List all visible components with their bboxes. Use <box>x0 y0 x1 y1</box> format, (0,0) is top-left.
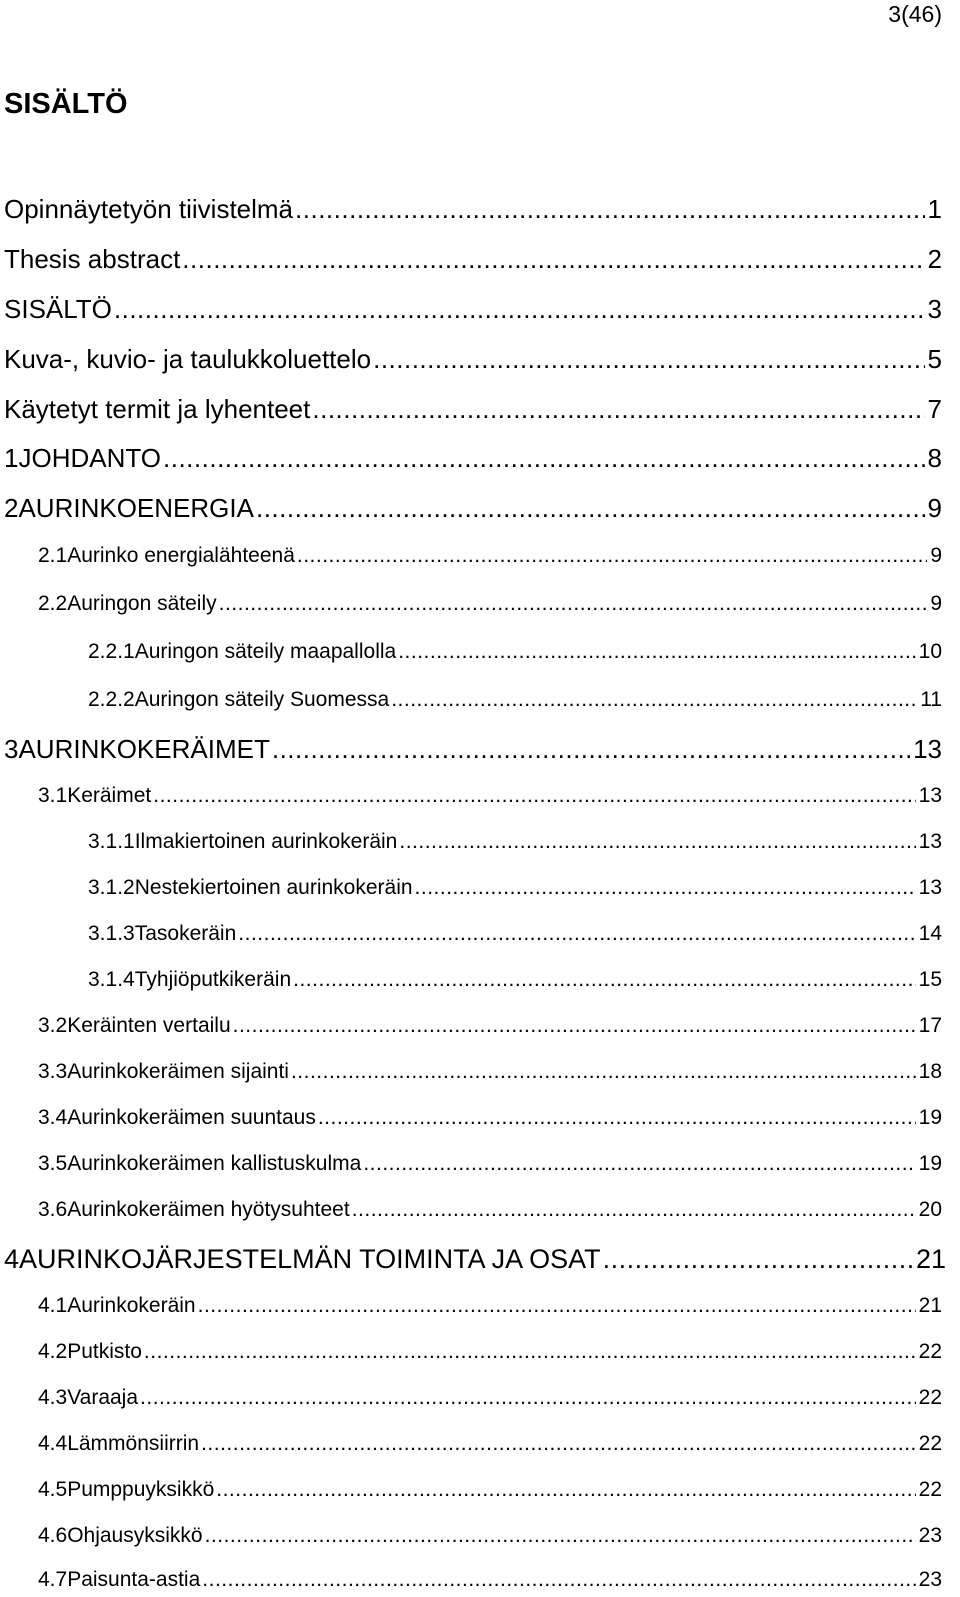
toc-entry-title: Tyhjiöputkikeräin <box>134 968 292 991</box>
toc-entry-title: Tasokeräin <box>134 922 237 945</box>
toc-entry[interactable] <box>0 1566 960 1594</box>
toc-leader <box>198 1292 916 1320</box>
toc-entry-page: 13 <box>918 784 942 807</box>
toc-entry[interactable] <box>0 782 960 810</box>
toc-leader <box>272 732 910 766</box>
toc-entry-number: 3.4 <box>38 1106 68 1129</box>
toc-entry[interactable] <box>0 732 960 766</box>
toc-entry-page: 19 <box>918 1152 942 1175</box>
toc-entry[interactable] <box>0 1058 960 1086</box>
toc-entry-page: 9 <box>927 493 942 523</box>
toc-entry[interactable] <box>0 1476 960 1504</box>
toc-entry-page: 8 <box>927 443 942 473</box>
toc-entry-title: Keräimet <box>67 784 152 807</box>
toc-entry-page: 7 <box>927 394 942 424</box>
toc-entry-number: 2.2.2 <box>88 688 135 711</box>
toc-entry[interactable] <box>0 590 960 618</box>
toc-entry-title: SISÄLTÖ <box>4 294 112 324</box>
toc-entry-number: 3.6 <box>38 1198 68 1221</box>
toc-entry-title: Paisunta-astia <box>67 1568 201 1591</box>
toc-entry-page: 23 <box>918 1524 942 1547</box>
toc-leader <box>238 920 915 948</box>
toc-entry[interactable] <box>0 686 960 714</box>
toc-entry[interactable] <box>0 1384 960 1412</box>
toc-entry-page: 3 <box>927 294 942 324</box>
toc-leader <box>256 491 925 525</box>
toc-leader <box>201 1430 916 1458</box>
toc-entry-page: 22 <box>918 1478 942 1501</box>
toc-entry[interactable] <box>0 1292 960 1320</box>
toc-entry-title: Putkisto <box>67 1340 142 1363</box>
toc-entry-title: Nestekiertoinen aurinkokeräin <box>134 876 413 899</box>
toc-entry-title: AURINKOJÄRJESTELMÄN TOIMINTA JA OSAT <box>19 1244 601 1274</box>
toc-entry-title: JOHDANTO <box>18 443 161 473</box>
toc-leader <box>153 782 915 810</box>
toc-entry-page: 19 <box>918 1106 942 1129</box>
toc-entry-number: 3.1.1 <box>88 830 135 853</box>
toc-entry-title: Aurinkokeräimen sijainti <box>67 1060 289 1083</box>
toc-entry-page: 15 <box>918 968 942 991</box>
toc-entry[interactable] <box>0 192 960 226</box>
toc-leader <box>398 638 915 666</box>
toc-entry-title: AURINKOKERÄIMET <box>18 734 270 764</box>
toc-entry[interactable] <box>0 1150 960 1178</box>
toc-entry-number: 2.2 <box>38 592 68 615</box>
toc-entry-page: 17 <box>918 1014 942 1037</box>
toc-entry[interactable] <box>0 491 960 525</box>
toc-leader <box>182 242 924 276</box>
toc-entry-title: Pumppuyksikkö <box>67 1478 215 1501</box>
toc-entry-title: Aurinkokeräimen hyötysuhteet <box>67 1198 350 1221</box>
toc-leader <box>293 966 916 994</box>
toc-leader <box>363 1150 915 1178</box>
toc-entry-title: Opinnäytetyön tiivistelmä <box>4 194 294 224</box>
toc-leader <box>312 392 924 426</box>
toc-entry[interactable] <box>0 1012 960 1040</box>
toc-leader <box>205 1522 916 1550</box>
toc-entry-page: 22 <box>918 1340 942 1363</box>
toc-entry-number: 3.1.3 <box>88 922 135 945</box>
toc-entry-number: 3.2 <box>38 1014 68 1037</box>
toc-entry-title: Ohjausyksikkö <box>67 1524 203 1547</box>
toc-entry-title: Keräinten vertailu <box>67 1014 231 1037</box>
toc-entry-number: 4.6 <box>38 1524 68 1547</box>
toc-entry[interactable] <box>0 828 960 856</box>
toc-entry[interactable] <box>0 966 960 994</box>
toc-entry-number: 2.2.1 <box>88 640 135 663</box>
toc-leader <box>373 342 924 376</box>
toc-entry-number: 3.1.2 <box>88 876 135 899</box>
toc-entry-number: 4.7 <box>38 1568 68 1591</box>
toc-entry-title: Lämmönsiirrin <box>67 1432 200 1455</box>
toc-entry-title: Auringon säteily <box>67 592 217 615</box>
toc-entry-page: 13 <box>918 830 942 853</box>
toc-entry-page: 22 <box>918 1432 942 1455</box>
toc-entry-number: 4 <box>4 1244 20 1274</box>
toc-leader <box>114 292 925 326</box>
toc-entry[interactable] <box>0 1430 960 1458</box>
toc-leader <box>391 686 917 714</box>
toc-entry[interactable] <box>0 1242 960 1276</box>
toc-entry-page: 21 <box>918 1294 942 1317</box>
toc-entry-number: 3.1 <box>38 784 68 807</box>
toc-leader <box>233 1012 916 1040</box>
toc-entry-number: 4.4 <box>38 1432 68 1455</box>
toc-leader <box>415 874 916 902</box>
toc-entry[interactable] <box>0 292 960 326</box>
toc-entry-title: Aurinkokeräimen suuntaus <box>67 1106 316 1129</box>
toc-entry[interactable] <box>0 874 960 902</box>
toc-leader <box>140 1384 916 1412</box>
toc-entry-title: Auringon säteily maapallolla <box>134 640 397 663</box>
toc-entry-number: 4.3 <box>38 1386 68 1409</box>
toc-entry[interactable] <box>0 1522 960 1550</box>
toc-leader <box>295 192 925 226</box>
toc-leader <box>219 590 928 618</box>
toc-entry-page: 11 <box>920 688 942 711</box>
toc-leader <box>163 441 925 475</box>
toc-entry-title: Varaaja <box>67 1386 139 1409</box>
toc-entry-number: 1 <box>4 443 19 473</box>
toc-leader <box>297 542 927 570</box>
toc-leader <box>216 1476 915 1504</box>
toc-entry-page: 18 <box>918 1060 942 1083</box>
toc-entry-page: 14 <box>918 922 942 945</box>
toc-entry-title: Käytetyt termit ja lyhenteet <box>4 394 311 424</box>
toc-entry-number: 3.1.4 <box>88 968 135 991</box>
toc-entry-number: 2 <box>4 493 19 523</box>
toc-entry-number: 4.2 <box>38 1340 68 1363</box>
toc-entry[interactable] <box>0 392 960 426</box>
toc-entry-page: 13 <box>918 876 942 899</box>
toc-leader <box>202 1566 915 1594</box>
toc-leader <box>318 1104 916 1132</box>
toc-entry-number: 2.1 <box>38 544 68 567</box>
toc-entry[interactable] <box>0 1196 960 1224</box>
toc-entry-number: 4.1 <box>38 1294 68 1317</box>
toc-entry-page: 23 <box>918 1568 942 1591</box>
toc-entry-title: AURINKOENERGIA <box>18 493 254 523</box>
toc-entry-title: Ilmakiertoinen aurinkokeräin <box>134 830 398 853</box>
toc-entry-page: 5 <box>927 344 942 374</box>
toc-leader <box>352 1196 916 1224</box>
toc-entry[interactable] <box>0 1338 960 1366</box>
toc-leader <box>291 1058 916 1086</box>
toc-entry-number: 3.3 <box>38 1060 68 1083</box>
toc-entry-number: 3 <box>4 734 19 764</box>
toc-entry-title: Kuva-, kuvio- ja taulukkoluettelo <box>4 344 372 374</box>
toc-entry-page: 10 <box>918 640 942 663</box>
toc-entry-title: Auringon säteily Suomessa <box>134 688 390 711</box>
toc-entry-title: Thesis abstract <box>4 244 181 274</box>
toc-heading: SISÄLTÖ <box>4 88 128 120</box>
toc-entry-page: 2 <box>927 244 942 274</box>
toc-entry[interactable] <box>0 242 960 276</box>
toc-entry-page: 13 <box>913 734 942 764</box>
toc-entry-title: Aurinko energialähteenä <box>67 544 295 567</box>
toc-entry[interactable] <box>0 441 960 475</box>
toc-entry[interactable] <box>0 1104 960 1132</box>
toc-leader <box>144 1338 916 1366</box>
toc-entry-page: 21 <box>915 1244 946 1274</box>
toc-entry-page: 1 <box>927 194 942 224</box>
toc-entry[interactable] <box>0 542 960 570</box>
toc-entry-title: Aurinkokeräimen kallistuskulma <box>67 1152 362 1175</box>
toc-entry[interactable] <box>0 920 960 948</box>
toc-entry-page: 20 <box>918 1198 942 1221</box>
page-number: 3(46) <box>888 1 942 27</box>
toc-entry-page: 9 <box>930 592 942 615</box>
toc-leader <box>603 1242 913 1276</box>
toc-entry-title: Aurinkokeräin <box>67 1294 196 1317</box>
toc-entry[interactable] <box>0 342 960 376</box>
toc-leader <box>399 828 915 856</box>
toc-entry-page: 22 <box>918 1386 942 1409</box>
toc-entry-number: 4.5 <box>38 1478 68 1501</box>
toc-entry-page: 9 <box>930 544 942 567</box>
toc-entry-number: 3.5 <box>38 1152 68 1175</box>
toc-entry[interactable] <box>0 638 960 666</box>
